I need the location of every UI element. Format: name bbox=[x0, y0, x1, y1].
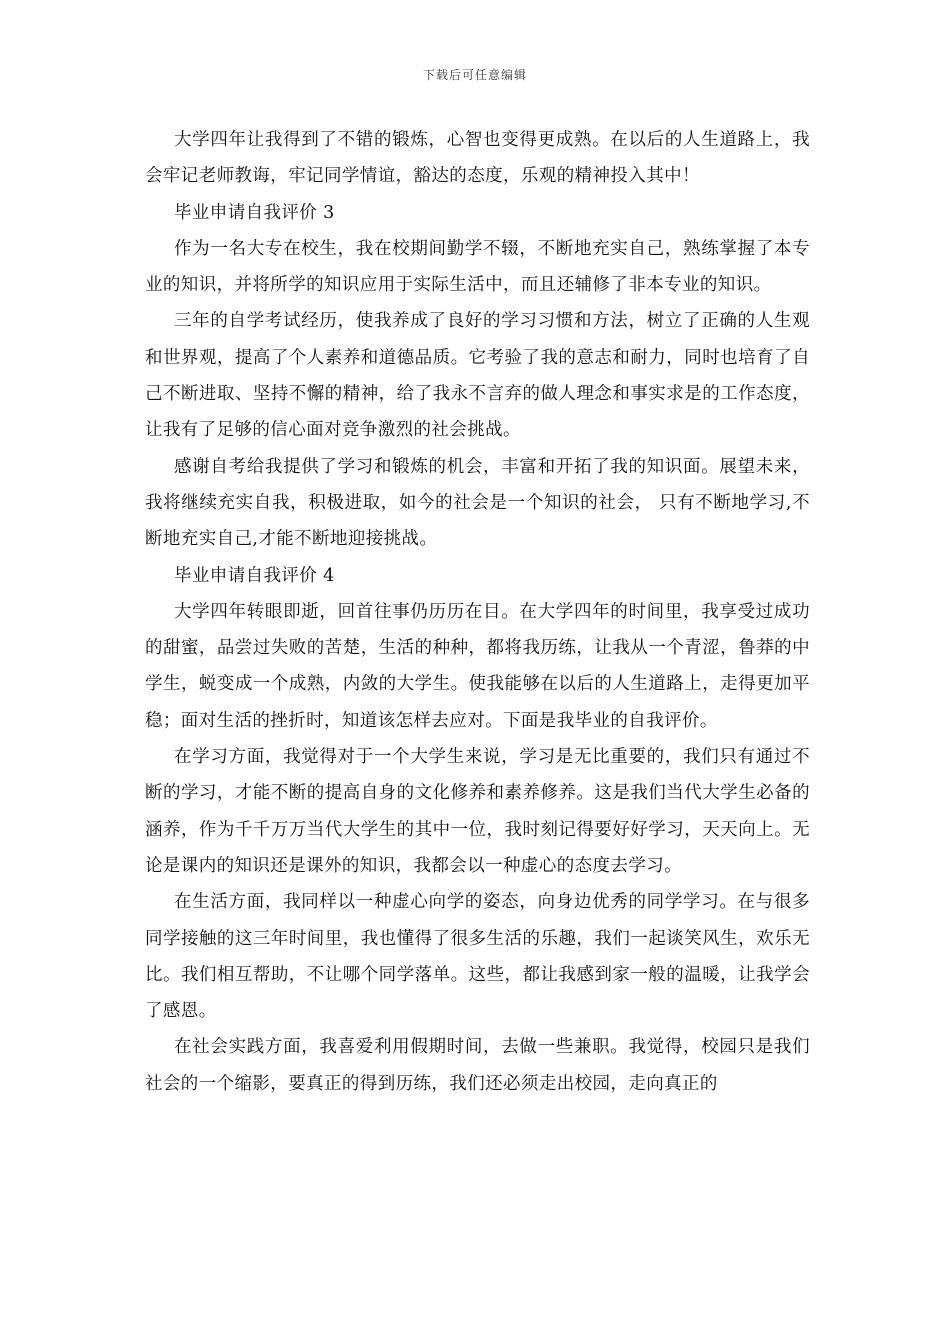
document-body bbox=[145, 122, 810, 1102]
paragraph: 三年的自学考试经历，使我养成了良好的学习习惯和方法，树立了正确的人生观和世界观，提高了个人素养和道德品质。它考验了我的意志和耐力，同时也培育了自己不断进取、坚持不懈的精神，给了我永不言弃的做人理念和事实求是的工作态度，让我有了足够的信心面对竞争激烈的社会挑战。 bbox=[145, 311, 810, 441]
paragraph: 感谢自考给我提供了学习和锻炼的机会，丰富和开拓了我的知识面。展望未来，我将继续充实自我，积极进取，如今的社会是一个知识的社会， 只有不断地学习,不断地充实自己,才能不断地迎接挑战。 bbox=[145, 456, 810, 550]
paragraph: 在学习方面，我觉得对于一个大学生来说，学习是无比重要的，我们只有通过不断的学习，才能不断的提高自身的文化修养和素养修养。这是我们当代大学生必备的涵养，作为千千万万当代大学生的其中一位，我时刻记得要好好学习，天天向上。无论是课内的知识还是课外的知识，我都会以一种虚心的态度去学习。 bbox=[145, 747, 810, 876]
paragraph: 大学四年让我得到了不错的锻炼，心智也变得更成熟。在以后的人生道路上，我会牢记老师教诲，牢记同学情谊，豁达的态度，乐观的精神投入其中！ bbox=[145, 130, 810, 187]
section-heading: 毕业申请自我评价 4 bbox=[174, 565, 335, 586]
paragraph: 作为一名大专在校生，我在校期间勤学不辍，不断地充实自己，熟练掌握了本专业的知识，并将所学的知识应用于实际生活中，而且还辅修了非本专业的知识。 bbox=[145, 238, 810, 296]
section-heading: 毕业申请自我评价 3 bbox=[174, 202, 335, 223]
page-header-note: 下载后可任意编辑 bbox=[422, 68, 527, 82]
paragraph: 在生活方面，我同样以一种虚心向学的姿态，向身边优秀的同学学习。在与很多同学接触的这三年时间里，我也懂得了很多生活的乐趣，我们一起谈笑风生，欢乐无比。我们相互帮助，不让哪个同学落单。这些，都让我感到家一般的温暖，让我学会了感恩。 bbox=[145, 892, 810, 1022]
paragraph: 在社会实践方面，我喜爱利用假期时间，去做一些兼职。我觉得，校园只是我们社会的一个缩影，要真正的得到历练，我们还必须走出校园，走向真正的 bbox=[145, 1037, 810, 1094]
paragraph: 大学四年转眼即逝，回首往事仍历历在目。在大学四年的时间里，我享受过成功的甜蜜，品尝过失败的苦楚，生活的种种，都将我历练，让我从一个青涩，鲁莽的中学生，蜕变成一个成熟，内敛的大学生。使我能够在以后的人生道路上，走得更加平稳；面对生活的挫折时，知道该怎样去应对。下面是我毕业的自我评价。 bbox=[145, 601, 810, 731]
